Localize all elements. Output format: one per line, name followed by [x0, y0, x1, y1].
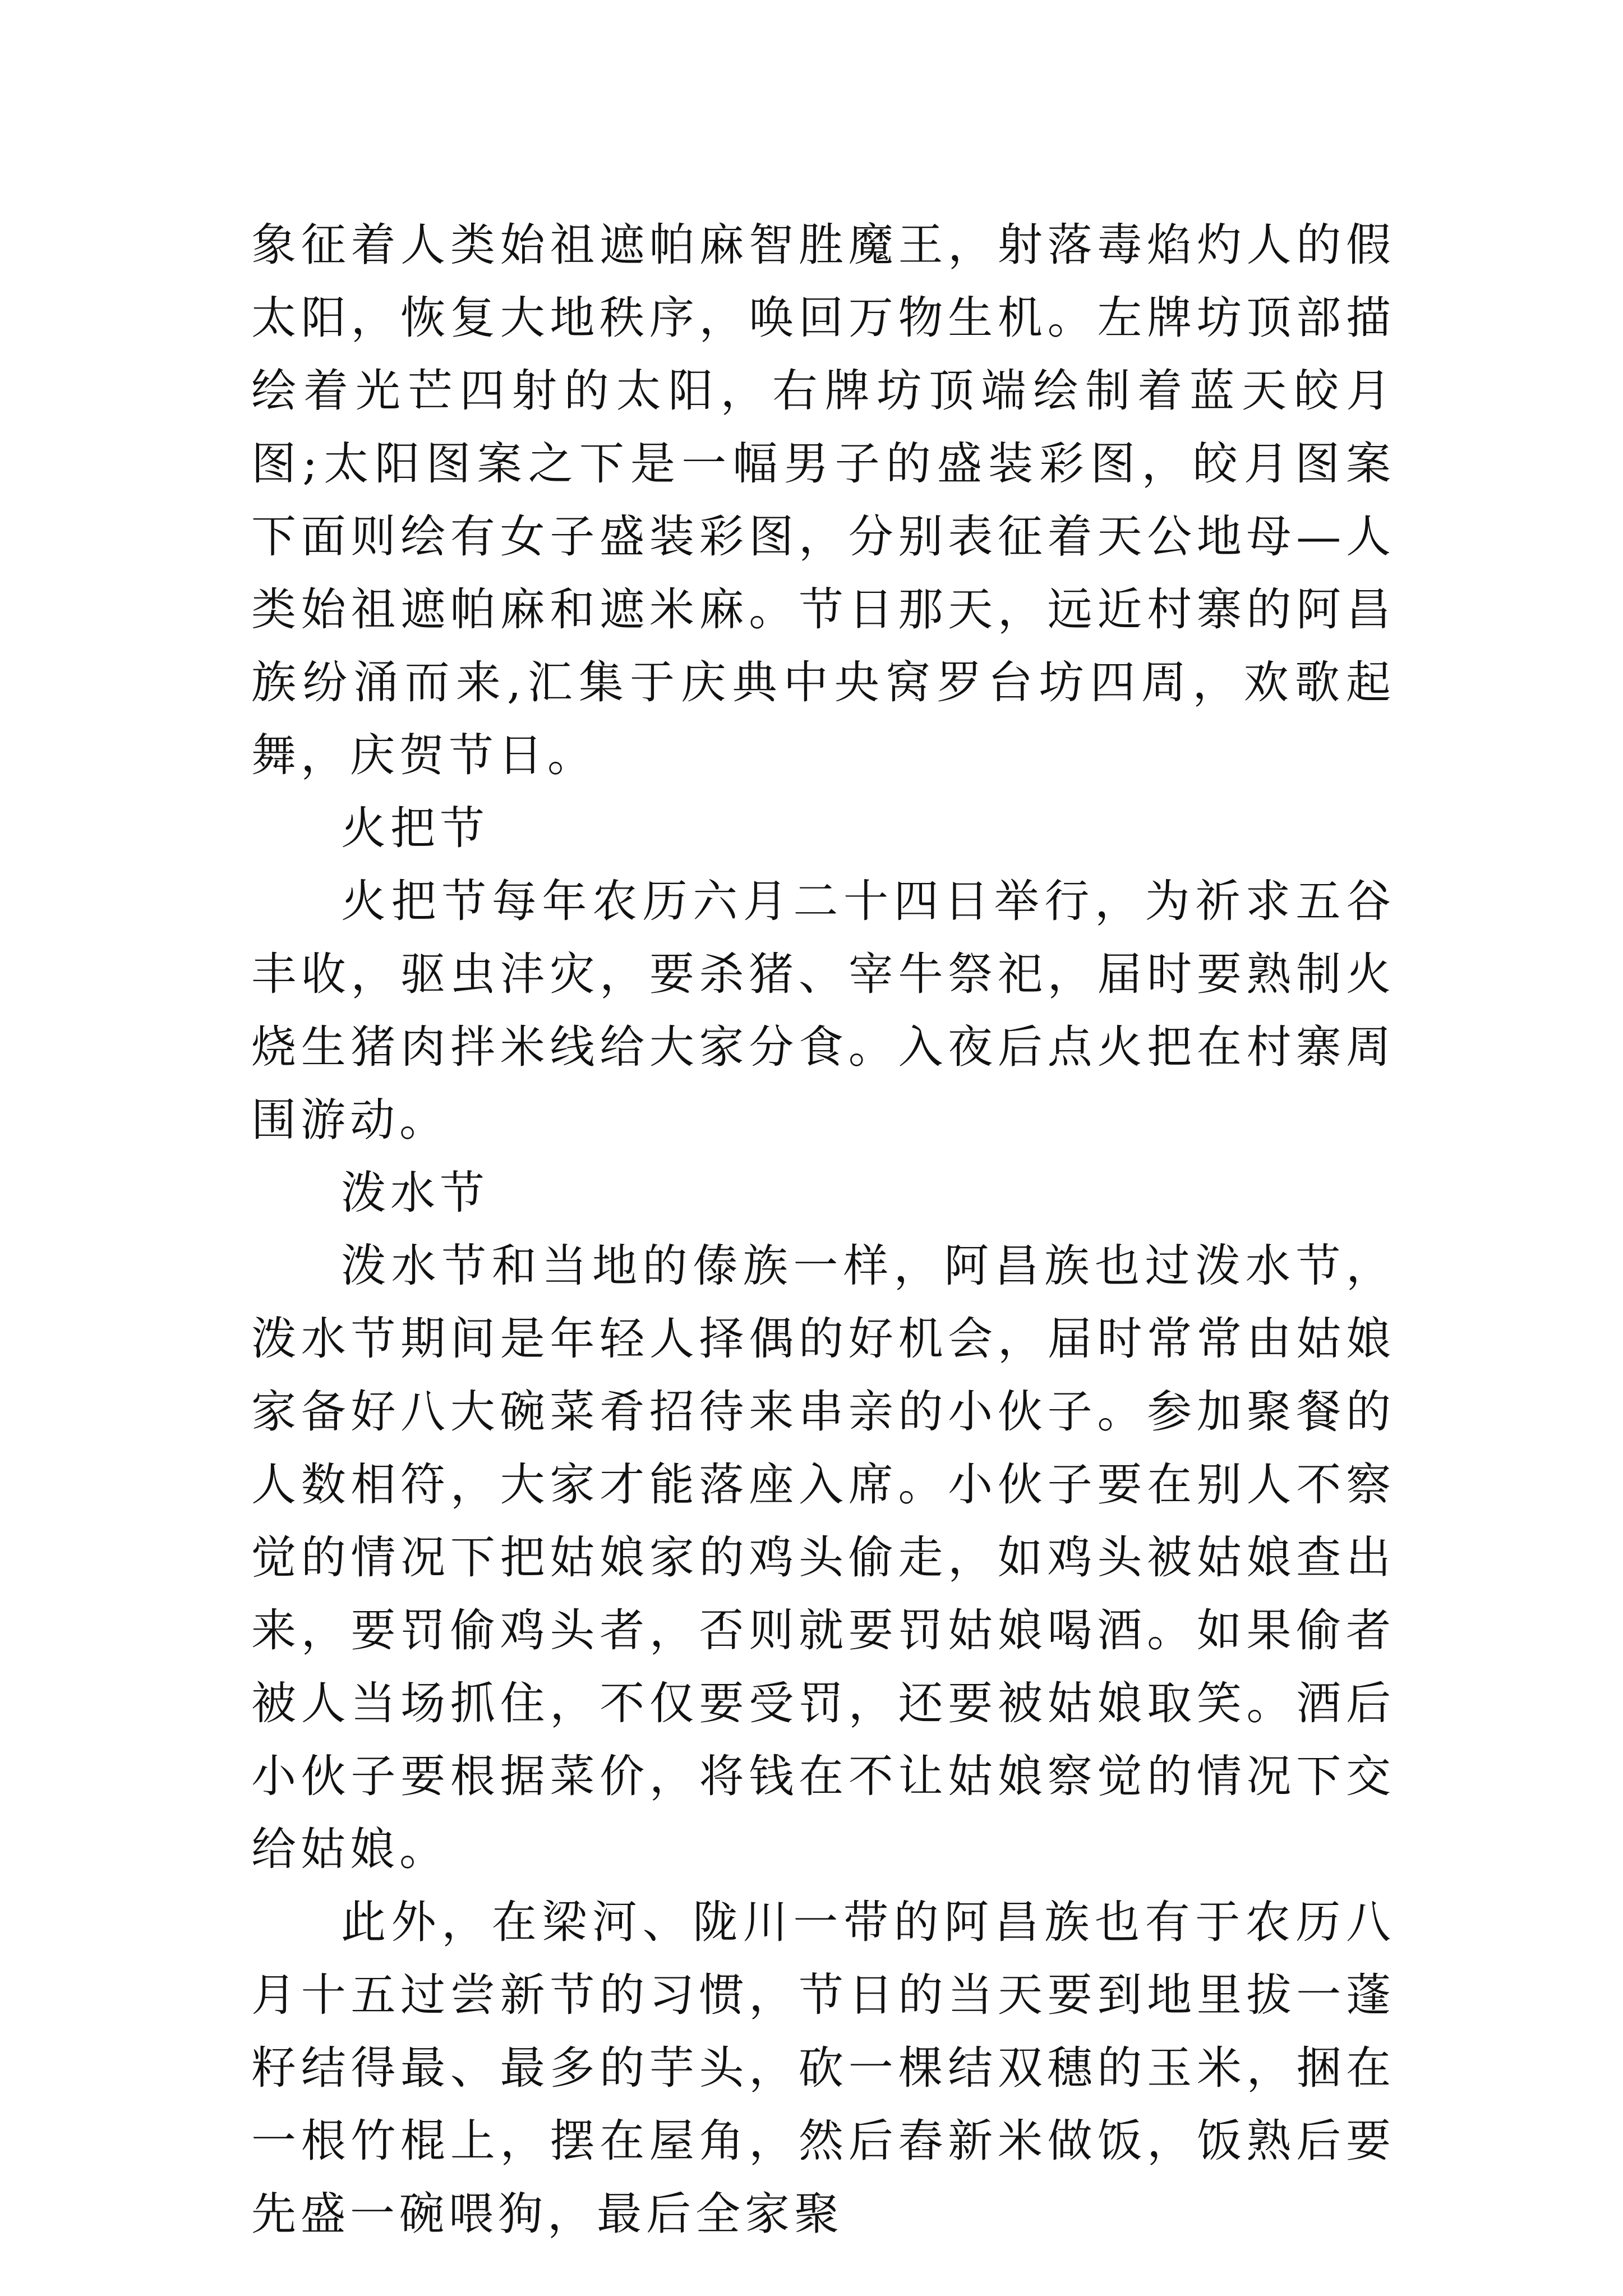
paragraph-water-festival: 泼水节和当地的傣族一样，阿昌族也过泼水节，泼水节期间是年轻人择偶的好机会，届时常常由姑娘家备好八大碗菜肴招待来串亲的小伙子。参加聚餐的人数相符，大家才能落座入席。小伙子要在别人不察觉的情况下把姑娘家的鸡头偷走，如鸡头被姑娘查出来，要罚偷鸡头者，否则就要罚姑娘喝酒。如果偷者被人当场抓住，不仅要受罚，还要被姑娘取笑。酒后小伙子要根据菜价，将钱在不让姑娘察觉的情况下交给姑娘。: [251, 1240, 1395, 1875]
paragraph-opening: 象征着人类始祖遮帕麻智胜魔王，射落毒焰灼人的假太阳，恢复大地秩序，唤回万物生机。左牌坊顶部描绘着光芒四射的太阳，右牌坊顶端绘制着蓝天皎月图;太阳图案之下是一幅男子的盛装彩图，皎月图案下面则绘有女子盛装彩图，分别表征着天公地母—人类始祖遮帕麻和遮米麻。节日那天，远近村寨的阿昌族纷涌而来,汇集于庆典中央窝罗台坊四周，欢歌起舞，庆贺节日。: [251, 219, 1395, 781]
paragraph-torch-festival: 火把节每年农历六月二十四日举行，为祈求五谷丰收，驱虫沣灾，要杀猪、宰牛祭祀，届时要熟制火烧生猪肉拌米线给大家分食。入夜后点火把在村寨周围游动。: [251, 875, 1395, 1146]
document-body: [251, 209, 1395, 2251]
section-heading-torch-festival: 火把节: [341, 802, 489, 854]
paragraph-tasting-festival: 此外，在梁河、陇川一带的阿昌族也有于农历八月十五过尝新节的习惯，节日的当天要到地里拔一蓬籽结得最、最多的芋头，砍一棵结双穗的玉米，捆在一根竹棍上，摆在屋角，然后舂新米做饭，饭熟后要先盛一碗喂狗，最后全家聚: [251, 1896, 1395, 2240]
section-heading-water-festival: 泼水节: [341, 1167, 489, 1219]
